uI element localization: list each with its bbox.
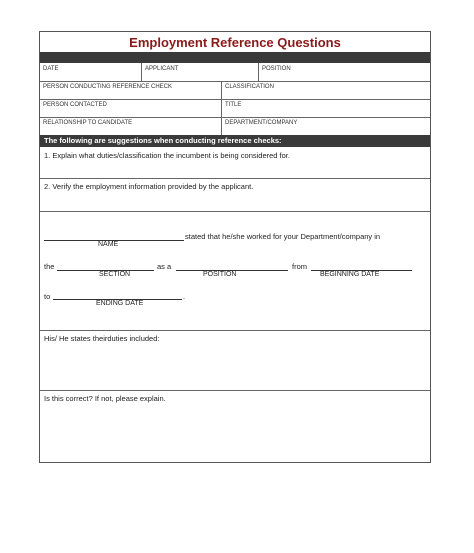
from-text: from xyxy=(292,262,307,271)
form-title: Employment Reference Questions xyxy=(129,35,341,50)
department-field[interactable]: DEPARTMENT/COMPANY xyxy=(225,120,298,126)
date-field[interactable]: DATE xyxy=(43,66,59,72)
person-conducting-field[interactable]: PERSON CONDUCTING REFERENCE CHECK xyxy=(43,84,173,90)
duties-prompt: His/ He states theirduties included: xyxy=(44,334,160,343)
title-field[interactable]: TITLE xyxy=(225,102,242,108)
section-header: The following are suggestions when conducting reference checks: xyxy=(40,135,430,147)
divider xyxy=(40,211,430,212)
position-field[interactable]: POSITION xyxy=(262,66,291,72)
divider xyxy=(40,178,430,179)
relationship-field[interactable]: RELATIONSHIP TO CANDIDATE xyxy=(43,120,133,126)
position-label: POSITION xyxy=(203,271,237,278)
divider xyxy=(40,330,430,331)
name-label: NAME xyxy=(98,241,119,248)
divider xyxy=(40,390,430,391)
employment-reference-form xyxy=(39,31,431,463)
divider xyxy=(141,63,142,81)
correct-prompt: Is this correct? If not, please explain. xyxy=(44,394,166,403)
ending-date-label: ENDING DATE xyxy=(96,300,144,307)
as-a-text: as a xyxy=(157,262,172,271)
classification-field[interactable]: CLASSIFICATION xyxy=(225,84,274,90)
beginning-date-label: BEGINNING DATE xyxy=(320,271,380,278)
question-2: 2. Verify the employment information provided by the applicant. xyxy=(44,182,254,191)
period-text: . xyxy=(183,292,186,301)
to-text: to xyxy=(44,292,51,301)
section-label: SECTION xyxy=(99,271,131,278)
person-contacted-field[interactable]: PERSON CONTACTED xyxy=(43,102,107,108)
divider xyxy=(258,63,259,81)
question-1: 1. Explain what duties/classification the incumbent is being considered for. xyxy=(44,151,290,160)
header-bar xyxy=(40,52,430,63)
stated-text: stated that he/she worked for your Department/company in xyxy=(185,232,381,241)
the-text: the xyxy=(44,262,55,271)
applicant-field[interactable]: APPLICANT xyxy=(145,66,179,72)
